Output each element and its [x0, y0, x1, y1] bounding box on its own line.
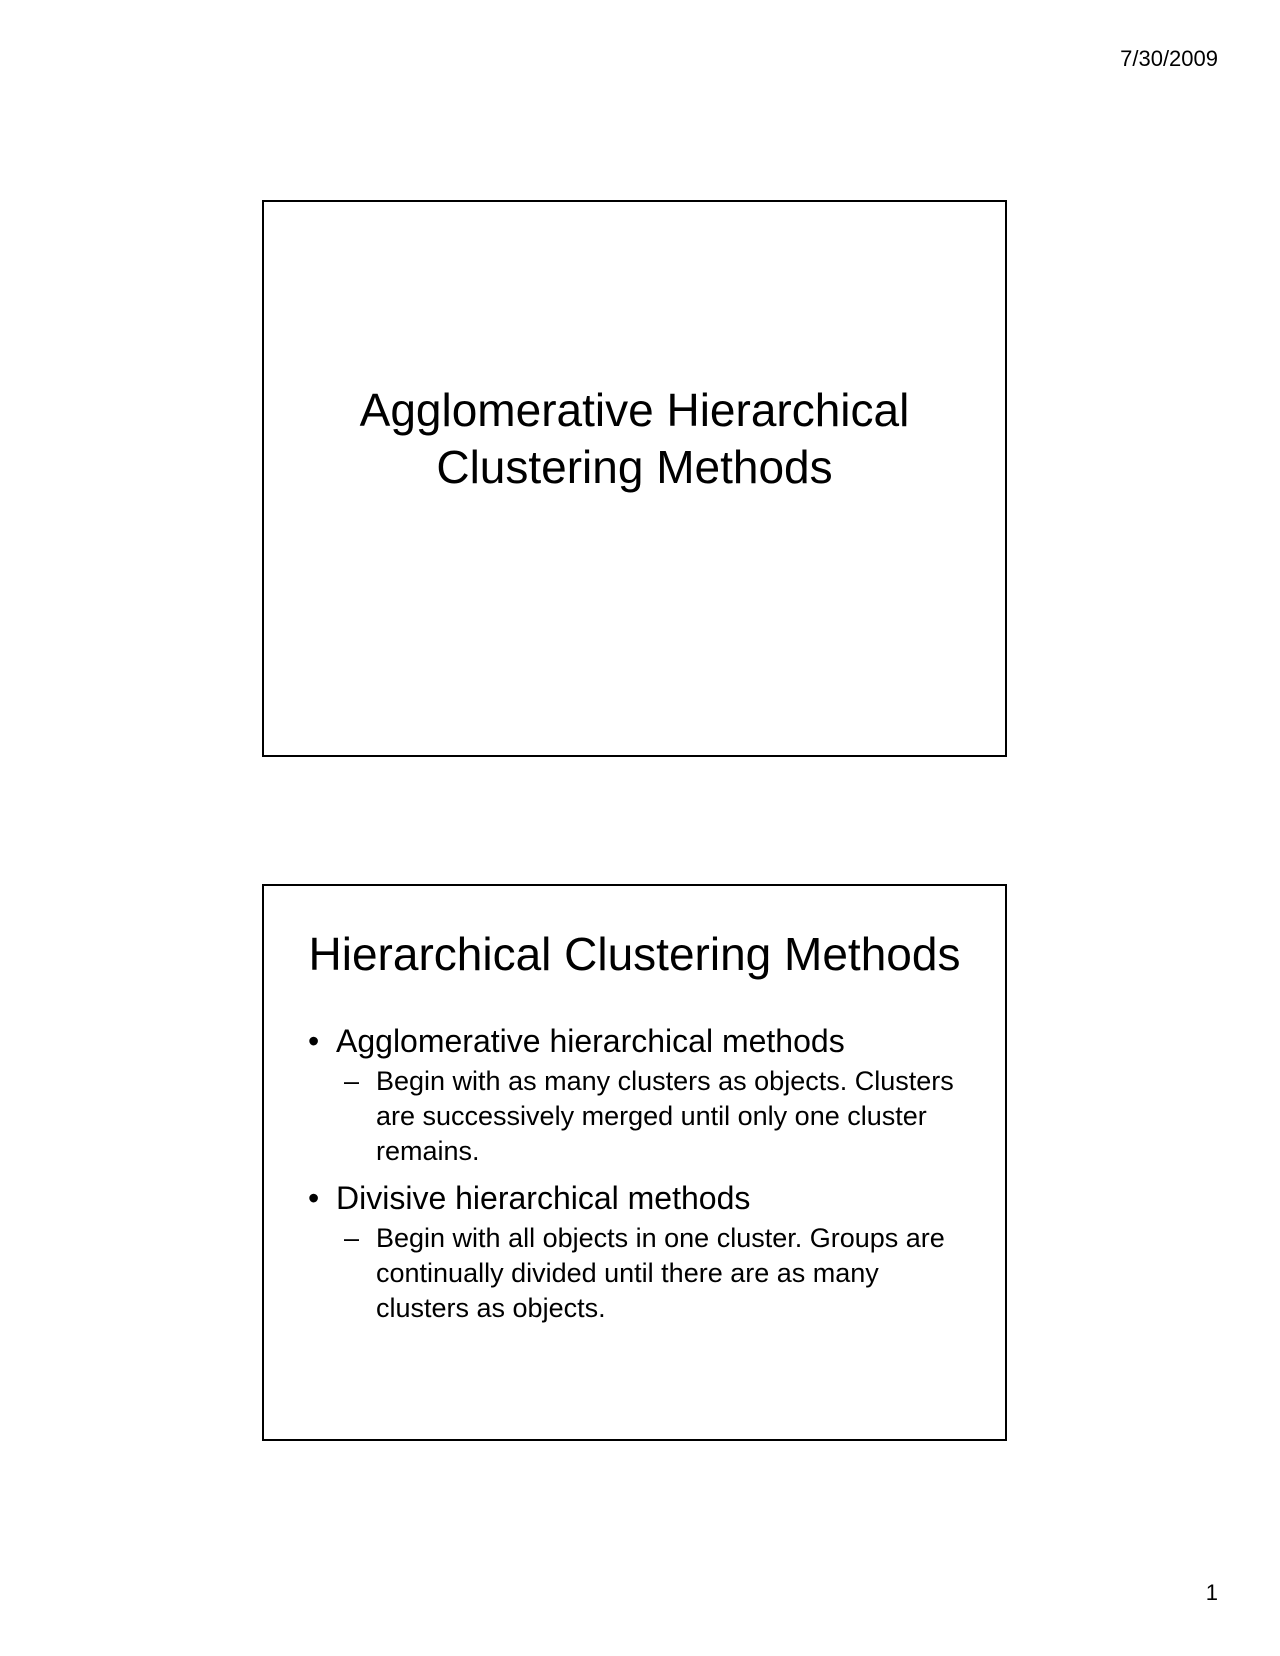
title-slide-heading — [264, 382, 1005, 496]
bullet-dot-icon: • — [308, 1023, 320, 1059]
sub-bullet-divisive — [336, 1221, 965, 1326]
title-line-1: Agglomerative Hierarchical — [359, 384, 910, 436]
sub-bullet-list — [336, 1064, 965, 1169]
dash-icon: – — [344, 1223, 360, 1253]
dash-icon: – — [344, 1066, 360, 1096]
bullet-divisive — [308, 1177, 965, 1326]
title-line-2: Clustering Methods — [436, 441, 833, 493]
bullet-text: Divisive hierarchical methods — [336, 1180, 751, 1216]
page-number: 1 — [1205, 1580, 1218, 1605]
bullet-text: Agglomerative hierarchical methods — [336, 1023, 845, 1059]
sub-bullet-list — [336, 1221, 965, 1326]
bullet-dot-icon: • — [308, 1180, 320, 1216]
sub-bullet-text: Begin with all objects in one cluster. Groups are continually divided until there are as many clusters as objects. — [376, 1223, 945, 1323]
content-slide-title: Hierarchical Clustering Methods — [308, 928, 961, 980]
page-date: 7/30/2009 — [1120, 46, 1218, 71]
sub-bullet-text: Begin with as many clusters as objects. Clusters are successively merged until only one cluster remains. — [376, 1066, 954, 1166]
bullet-agglomerative — [308, 1020, 965, 1169]
content-slide — [262, 884, 1007, 1441]
title-slide — [262, 200, 1007, 757]
bullet-list — [308, 1020, 965, 1334]
sub-bullet-agglomerative — [336, 1064, 965, 1169]
